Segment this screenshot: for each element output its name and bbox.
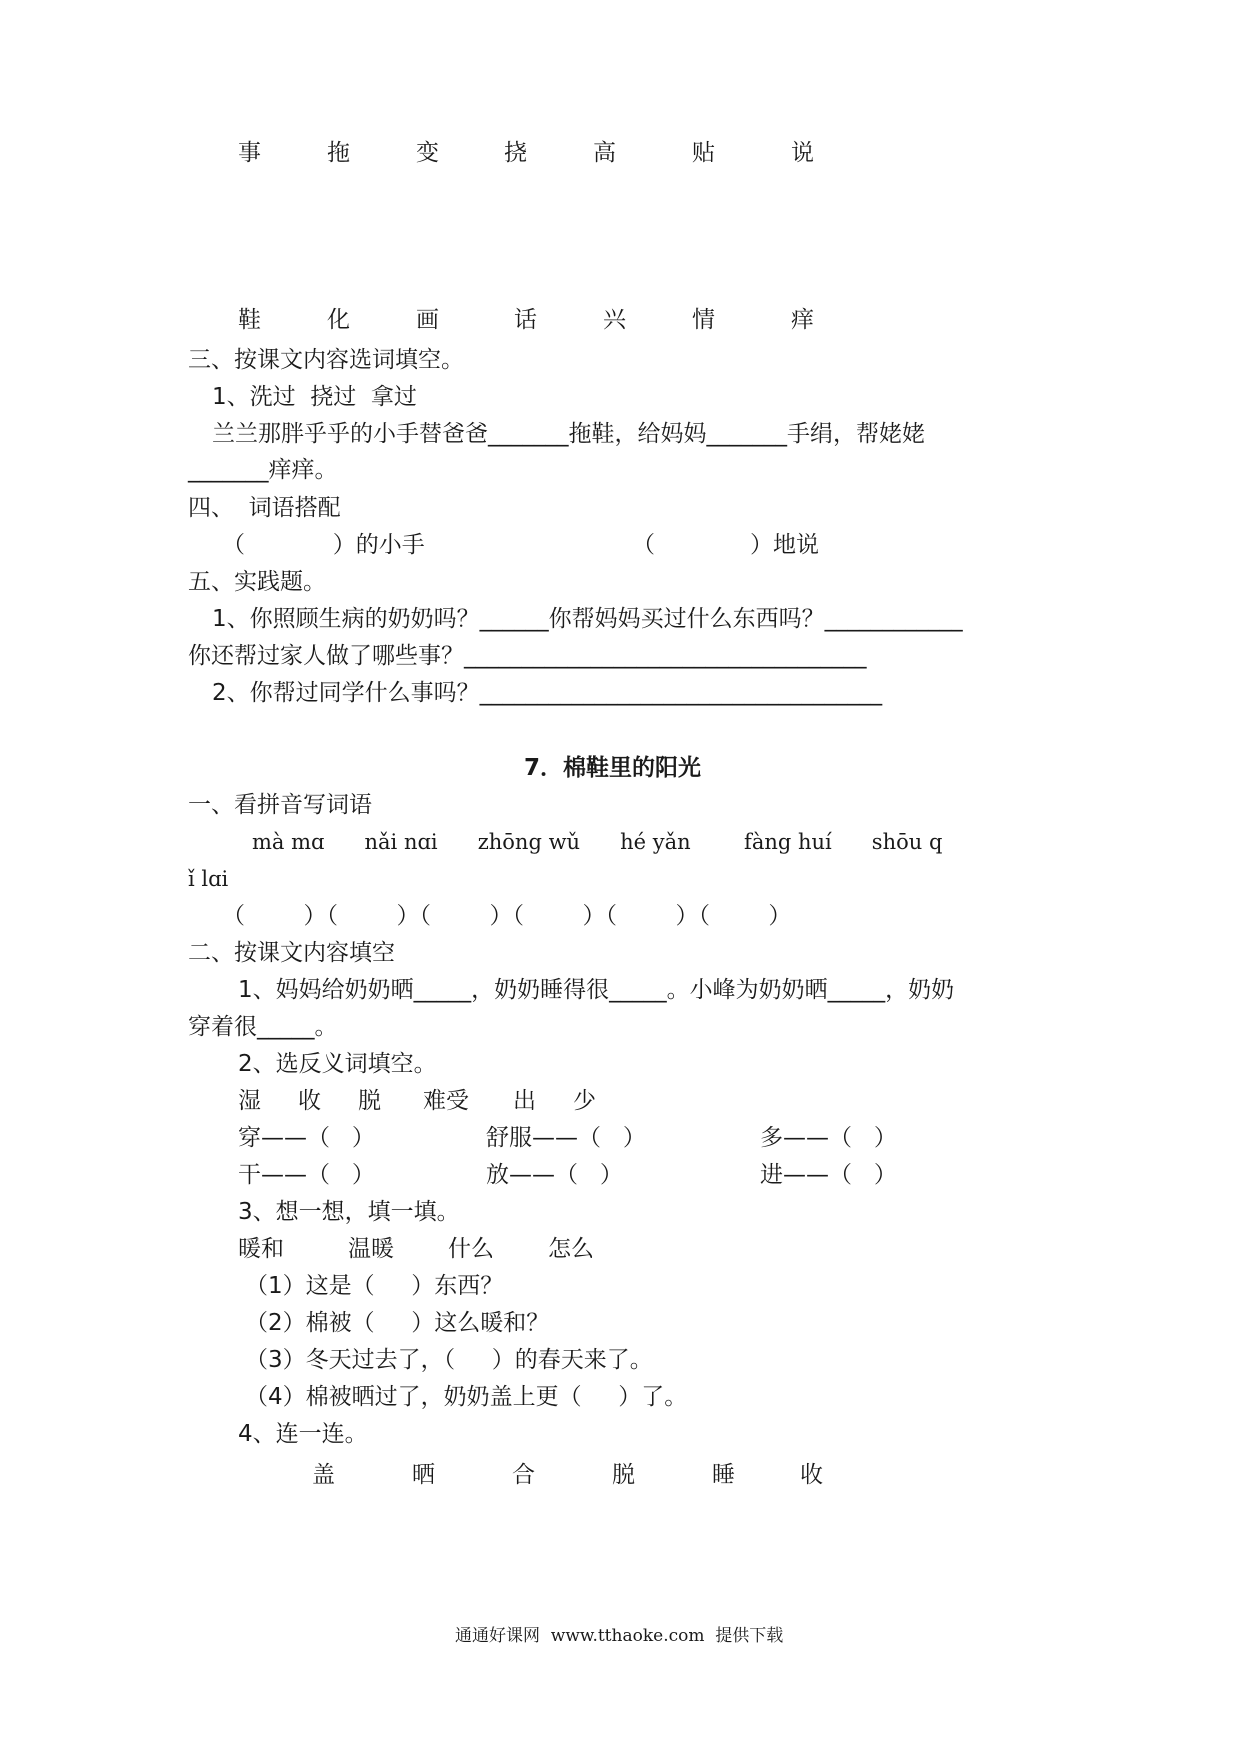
char: 变 xyxy=(416,140,439,166)
char: 拖 xyxy=(327,140,350,166)
fill-q1-line-1: 1、妈妈给奶奶晒_____，奶奶睡得很_____。小峰为奶奶晒_____，奶奶 xyxy=(238,977,955,1003)
think-fill-item: （4）棉被晒过了，奶奶盖上更（ ）了。 xyxy=(245,1384,688,1410)
char: 情 xyxy=(692,307,715,333)
section-4-heading: 四、 词语搭配 xyxy=(188,495,341,521)
antonym-item: 放——（ ） xyxy=(486,1162,623,1188)
lesson-title: 7．棉鞋里的阳光 xyxy=(524,755,702,781)
collocation-right: （ ）地说 xyxy=(632,532,820,558)
think-fill-item: （1）这是（ ）东西？ xyxy=(245,1273,504,1299)
part-2-heading: 二、按课文内容填空 xyxy=(188,940,395,966)
word-option: 什么 xyxy=(448,1236,494,1262)
char: 画 xyxy=(416,307,439,333)
pinyin-line-1: mà mɑ nǎi nɑi zhōng wǔ hé yǎn fàng huí shōu q xyxy=(252,830,943,854)
char: 话 xyxy=(514,307,537,333)
antonym-item: 舒服——（ ） xyxy=(486,1125,646,1151)
char: 说 xyxy=(791,140,814,166)
match-char: 晒 xyxy=(412,1462,435,1488)
char: 挠 xyxy=(504,140,527,166)
word-option: 暖和 xyxy=(238,1236,284,1262)
section-3-line-2: _______痒痒。 xyxy=(188,457,338,483)
think-fill-heading: 3、想一想，填一填。 xyxy=(238,1199,460,1225)
section-3-options: 1、洗过 挠过 拿过 xyxy=(212,384,417,410)
practice-q1-line-1: 1、你照顾生病的奶奶吗？______你帮妈妈买过什么东西吗？____________ xyxy=(212,606,963,632)
word-option: 温暖 xyxy=(348,1236,394,1262)
practice-q2: 2、你帮过同学什么事吗？___________________________________ xyxy=(212,680,883,706)
section-5-heading: 五、实践题。 xyxy=(188,569,326,595)
antonym-item: 穿——（ ） xyxy=(238,1125,375,1151)
think-fill-item: （3）冬天过去了，（ ）的春天来了。 xyxy=(245,1347,653,1373)
match-char: 盖 xyxy=(312,1462,335,1488)
antonym-item: 多——（ ） xyxy=(760,1125,897,1151)
section-3-line-1: 兰兰那胖乎乎的小手替爸爸_______拖鞋，给妈妈_______手绢，帮姥姥 xyxy=(212,421,925,447)
section-3-heading: 三、按课文内容选词填空。 xyxy=(188,347,464,373)
match-heading: 4、连一连。 xyxy=(238,1421,368,1447)
antonym-option: 湿 xyxy=(238,1088,261,1114)
antonym-option: 少 xyxy=(573,1088,596,1114)
char: 事 xyxy=(238,140,261,166)
char: 痒 xyxy=(791,307,814,333)
antonym-option: 出 xyxy=(513,1088,536,1114)
char: 兴 xyxy=(603,307,626,333)
match-char: 收 xyxy=(800,1462,823,1488)
antonym-item: 干——（ ） xyxy=(238,1162,375,1188)
pinyin-answer-boxes: （ ）（ ）（ ）（ ）（ ）（ ） xyxy=(222,903,792,929)
match-char: 合 xyxy=(512,1462,535,1488)
char: 鞋 xyxy=(238,307,261,333)
antonym-option: 难受 xyxy=(423,1088,469,1114)
antonym-heading: 2、选反义词填空。 xyxy=(238,1051,437,1077)
think-fill-item: （2）棉被（ ）这么暖和？ xyxy=(245,1310,550,1336)
char: 高 xyxy=(593,140,616,166)
fill-q1-line-2: 穿着很_____。 xyxy=(188,1014,338,1040)
char: 贴 xyxy=(692,140,715,166)
char: 化 xyxy=(327,307,350,333)
word-option: 怎么 xyxy=(548,1236,594,1262)
match-char: 脱 xyxy=(612,1462,635,1488)
practice-q1-line-2: 你还帮过家人做了哪些事？___________________________________ xyxy=(188,643,867,669)
part-1-heading: 一、看拼音写词语 xyxy=(188,792,372,818)
footer-credit: 通通好课网 www.tthaoke.com 提供下载 xyxy=(455,1626,784,1646)
antonym-option: 脱 xyxy=(358,1088,381,1114)
antonym-item: 进——（ ） xyxy=(760,1162,897,1188)
match-char: 睡 xyxy=(712,1462,735,1488)
collocation-left: （ ）的小手 xyxy=(222,532,425,558)
antonym-option: 收 xyxy=(298,1088,321,1114)
pinyin-line-2: ǐ lɑi xyxy=(188,867,229,891)
